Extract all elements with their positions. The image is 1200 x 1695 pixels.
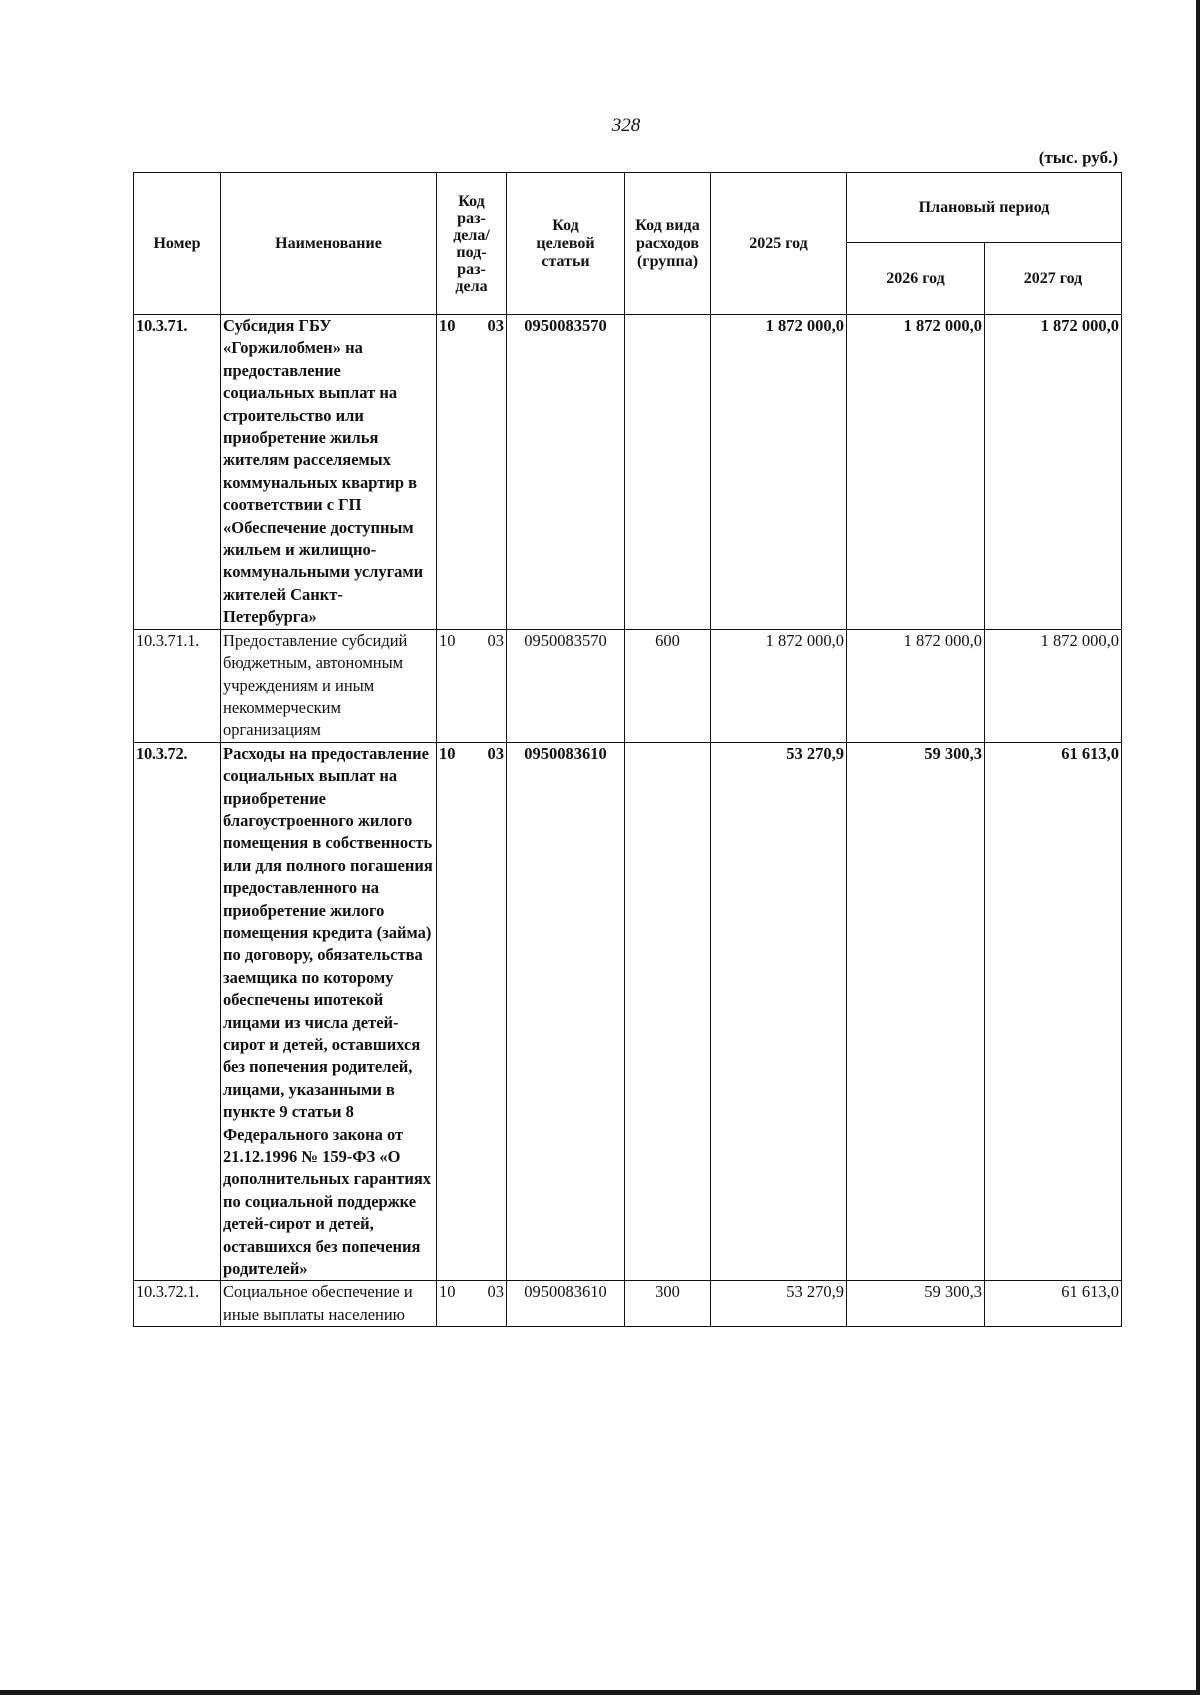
header-name: Наименование	[221, 173, 437, 315]
row-subsection: 03	[487, 316, 504, 335]
row-section: 10	[439, 1282, 456, 1302]
row-expense-type: 300	[625, 1281, 711, 1327]
row-amount-2025: 1 872 000,0	[711, 315, 847, 630]
row-amount-2026: 1 872 000,0	[847, 629, 985, 742]
row-target-code: 0950083570	[507, 629, 625, 742]
scan-edge-right	[1196, 0, 1200, 1695]
header-section-code: Код раз- дела/ под- раз- дела	[437, 173, 507, 315]
row-section: 10	[439, 630, 456, 650]
table-row	[134, 629, 1122, 742]
scan-edge-bottom	[0, 1690, 1200, 1695]
page-number: 328	[611, 115, 641, 136]
row-subsection: 03	[487, 1282, 504, 1302]
row-section: 10	[439, 743, 456, 763]
row-name: Субсидия ГБУ «Горжилобмен» на предоставление социальных выплат на строительство или приобретение жилья жителям расселяемых коммунальных квартир в соответствии с ГП «Обеспечение доступным жильем и жилищно-коммунальными услугами жителей Санкт-Петербурга»	[221, 315, 437, 630]
header-2026: 2026 год	[847, 243, 985, 315]
row-amount-2025: 53 270,9	[711, 742, 847, 1281]
row-amount-2027: 61 613,0	[985, 742, 1122, 1281]
row-target-code: 0950083570	[507, 315, 625, 630]
row-amount-2027: 1 872 000,0	[985, 315, 1122, 630]
row-name: Расходы на предоставление социальных выплат на приобретение благоустроенного жилого помещения в собственность или для полного погашения предоставленного на приобретение жилого помещения кредита (займа) по договору, обязательства заемщика по которому обеспечены ипотекой лицами из числа детей-сирот и детей, оставшихся без попечения родителей, лицами, указанными в пункте 9 статьи 8 Федерального закона от 21.12.1996 № 159-ФЗ «О дополнительных гарантиях по социальной поддержке детей-сирот и детей, оставшихся без попечения родителей»	[221, 742, 437, 1281]
row-amount-2027: 1 872 000,0	[985, 629, 1122, 742]
row-target-code: 0950083610	[507, 742, 625, 1281]
row-name: Предоставление субсидий бюджетным, автономным учреждениям и иным некоммерческим организациям	[221, 629, 437, 742]
row-section-code	[437, 629, 507, 742]
row-number: 10.3.71.1.	[134, 629, 221, 742]
header-2027: 2027 год	[985, 243, 1122, 315]
row-subsection: 03	[487, 630, 504, 650]
table-body	[134, 315, 1122, 1327]
table-row	[134, 1281, 1122, 1327]
header-planned-period: Плановый период	[847, 173, 1122, 243]
row-section-code	[437, 1281, 507, 1327]
row-amount-2025: 1 872 000,0	[711, 629, 847, 742]
header-expense-type: Код вида расходов (группа)	[625, 173, 711, 315]
row-amount-2025: 53 270,9	[711, 1281, 847, 1327]
row-amount-2026: 1 872 000,0	[847, 315, 985, 630]
row-number: 10.3.72.	[134, 742, 221, 1281]
header-target-code: Код целевой статьи	[507, 173, 625, 315]
row-subsection: 03	[487, 743, 504, 763]
row-expense-type	[625, 742, 711, 1281]
row-section-code	[437, 315, 507, 630]
row-target-code: 0950083610	[507, 1281, 625, 1327]
row-section: 10	[439, 316, 456, 335]
row-amount-2026: 59 300,3	[847, 742, 985, 1281]
row-number: 10.3.72.1.	[134, 1281, 221, 1327]
row-amount-2026: 59 300,3	[847, 1281, 985, 1327]
row-expense-type	[625, 315, 711, 630]
row-expense-type: 600	[625, 629, 711, 742]
table-header	[134, 173, 1122, 315]
budget-table	[133, 172, 1122, 1327]
row-amount-2027: 61 613,0	[985, 1281, 1122, 1327]
table-row	[134, 315, 1122, 630]
units-label: (тыс. руб.)	[1038, 148, 1118, 167]
row-section-code	[437, 742, 507, 1281]
table-row	[134, 742, 1122, 1281]
row-name: Социальное обеспечение и иные выплаты населению	[221, 1281, 437, 1327]
header-number: Номер	[134, 173, 221, 315]
header-2025: 2025 год	[711, 173, 847, 315]
row-number: 10.3.71.	[134, 315, 221, 630]
